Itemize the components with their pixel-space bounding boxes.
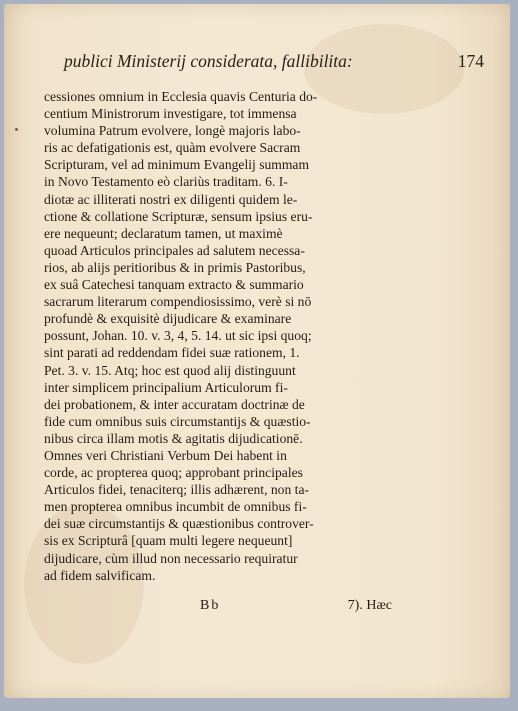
text-line: Pet. 3. v. 15. Atq; hoc est quod alij distinguunt <box>44 362 296 378</box>
text-line: rios, ab alijs peritioribus & in primis Pastoribus, <box>44 259 306 275</box>
signature-mark: Bb <box>200 598 221 613</box>
text-line: sacrarum literarum compendiosissimo, verè si nō <box>44 294 312 310</box>
text-line: Articulos fidei, tenaciterq; illis adhærent, non ta- <box>44 482 310 498</box>
text-line: Omnes veri Christiani Verbum Dei habent in <box>44 447 287 463</box>
book-page <box>4 4 510 698</box>
text-line: possunt, Johan. 10. v. 3, 4, 5. 14. ut sic ipsi quoq; <box>44 328 312 344</box>
text-line: men propterea omnibus incumbit de omnibus fi- <box>44 499 307 515</box>
text-line: centium Ministrorum investigare, tot immensa <box>44 106 297 122</box>
text-line: sis ex Scripturâ [quam multi legere nequeunt] <box>44 533 293 549</box>
text-line: cessiones omnium in Ecclesia quavis Centuria do- <box>44 89 318 104</box>
text-line: ere nequeunt; declaratum tamen, ut maximè <box>44 225 283 241</box>
text-line: ris ac defatigationis est, quàm evolvere Sacram <box>44 140 301 156</box>
body-text <box>44 88 394 584</box>
text-line: diotæ ac illiterati nostri ex diligenti quidem le- <box>44 191 298 207</box>
text-line: dijudicare, cùm illud non necessario requiratur <box>44 550 298 566</box>
text-line: in Novo Testamento eò clariùs traditam. 6. I- <box>44 174 288 190</box>
running-title: publici Ministerij considerata, fallibilita: <box>64 51 353 71</box>
text-line: dei suæ circumstantijs & quæstionibus controver- <box>44 516 314 532</box>
text-line: sint parati ad reddendam fidei suæ rationem, 1. <box>44 345 300 361</box>
text-line: corde, ac propterea quoq; approbant principales <box>44 465 303 481</box>
text-line: ex suâ Catechesi tanquam extracto & summario <box>44 277 304 293</box>
catchword: 7). Hæc <box>347 598 392 613</box>
text-line: inter simplicem principalium Articulorum fi- <box>44 379 288 395</box>
text-line: Scripturam, vel ad minimum Evangelij summam <box>44 157 310 173</box>
text-line: profundè & exquisitè dijudicare & examinare <box>44 311 292 327</box>
page-header <box>64 51 484 77</box>
text-line: ad fidem salvificam. <box>44 567 156 583</box>
text-line: ctione & collatione Scripturæ, sensum ipsius eru- <box>44 208 313 224</box>
text-line: dei probationem, & inter accuratam doctrinæ de <box>44 396 305 412</box>
text-line: fide cum omnibus suis circumstantijs & quæstio- <box>44 413 311 429</box>
page-footer <box>44 598 394 618</box>
page-number: 174 <box>457 51 484 71</box>
text-line: volumina Patrum evolvere, longè majoris labo- <box>44 123 301 139</box>
ink-speck <box>15 128 18 131</box>
text-line: quoad Articulos principales ad salutem necessa- <box>44 242 305 258</box>
text-line: nibus circa illam motis & agitatis dijudicationē. <box>44 430 303 446</box>
